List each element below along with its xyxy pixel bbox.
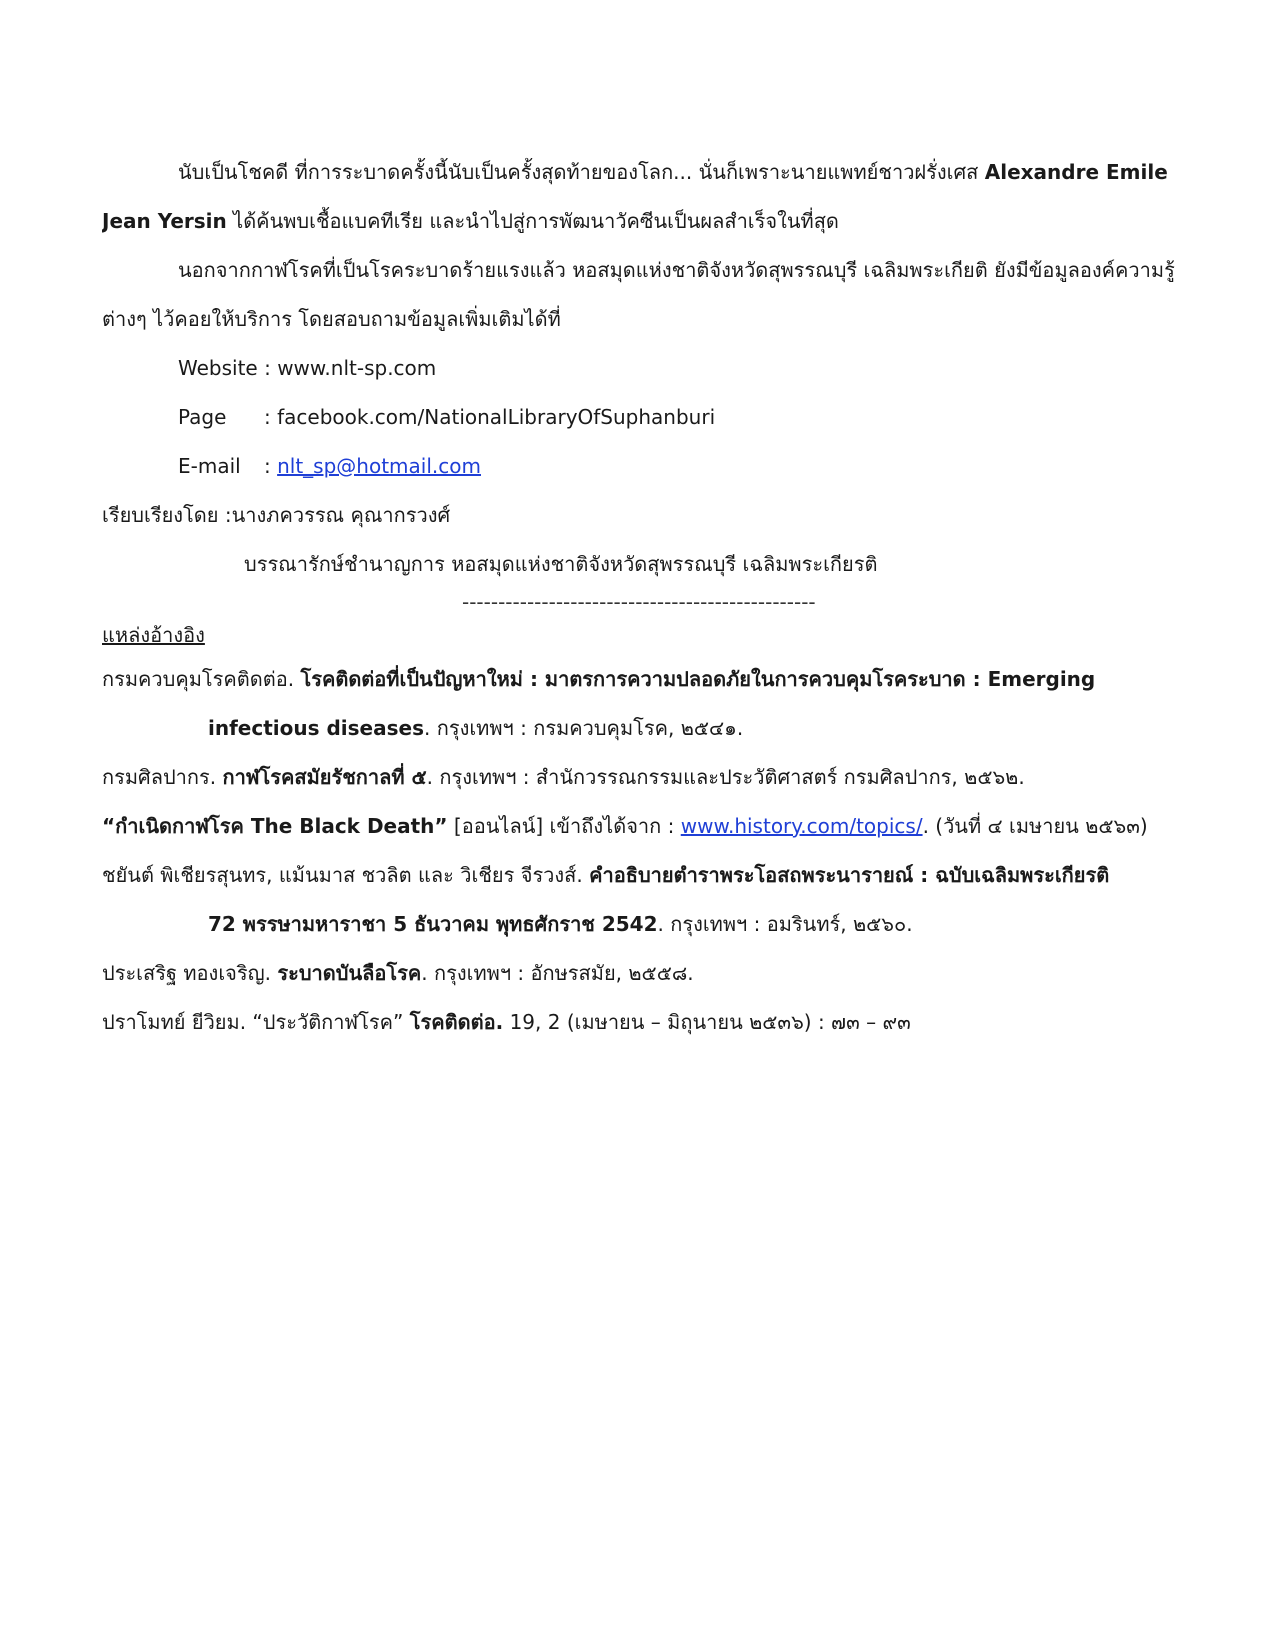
text: . กรุงเทพฯ : สำนักวรรณกรรมและประวัติศาสตร์ กรมศิลปากร, ๒๕๖๒.: [426, 765, 1025, 789]
paragraph-2-line-1: นอกจากกาฬโรคที่เป็นโรคระบาดร้ายแรงแล้ว หอสมุดแห่งชาติจังหวัดสุพรรณบุรี เฉลิมพระเกียติ ยังมีข้อมูลองค์ความรู้: [178, 258, 1175, 282]
text-bold: ระบาดบันลือโรค: [277, 961, 422, 985]
reference-4-line-2: [102, 900, 1187, 949]
compiler-name: นางภควรรณ คุณากรวงศ์: [231, 503, 451, 527]
text: 19, 2 (เมษายน – มิถุนายน ๒๕๓๖) : ๗๓ – ๙๓: [503, 1010, 911, 1034]
website-label: Website: [178, 356, 258, 380]
compiler-label: เรียบเรียงโดย :: [102, 503, 232, 527]
text: ปราโมทย์ ยีวิยม. “ประวัติกาฬโรค”: [102, 1010, 410, 1034]
reference-2: [102, 753, 1187, 802]
page-label: Page: [178, 405, 227, 429]
reference-6: [102, 998, 1187, 1047]
email-separator: :: [264, 454, 278, 478]
text-bold: “กำเนิดกาฬโรค The Black Death”: [102, 814, 448, 838]
text: . กรุงเทพฯ : อมรินทร์, ๒๕๖๐.: [657, 912, 913, 936]
text-bold: โรคติดต่อ.: [409, 1010, 504, 1034]
email-label: E-mail: [178, 454, 241, 478]
text: กรมควบคุมโรคติดต่อ.: [102, 667, 301, 691]
website-value: : www.nlt-sp.com: [257, 356, 437, 380]
paragraph-1-line-2: [102, 197, 1187, 246]
page-value: : facebook.com/NationalLibraryOfSuphanburi: [264, 405, 716, 429]
text: กรมศิลปากร.: [102, 765, 223, 789]
history-link[interactable]: www.history.com/topics/: [680, 814, 923, 838]
paragraph-1-line-1: [102, 148, 1187, 197]
text: ได้ค้นพบเชื้อแบคทีเรีย และนำไปสู่การพัฒนาวัคซีนเป็นผลสำเร็จในที่สุด: [226, 209, 839, 233]
text-bold: Jean Yersin: [102, 209, 227, 233]
reference-4-line-1: [102, 851, 1187, 900]
text-bold: กาฬโรคสมัยรัชกาลที่ ๕: [222, 765, 427, 789]
contact-website: [102, 344, 1187, 393]
document-page: [102, 148, 1187, 1047]
compiler-position: บรรณารักษ์ชำนาญการ หอสมุดแห่งชาติจังหวัดสุพรรณบุรี เฉลิมพระเกียรติ: [244, 552, 878, 576]
text: . กรุงเทพฯ : กรมควบคุมโรค, ๒๕๔๑.: [424, 716, 744, 740]
text: . (วันที่ ๔ เมษายน ๒๕๖๓): [922, 814, 1148, 838]
text: ประเสริฐ ทองเจริญ.: [102, 961, 278, 985]
reference-1-line-2: [102, 704, 1187, 753]
text-bold: Alexandre Emile: [984, 160, 1168, 184]
reference-3: [102, 802, 1187, 851]
text-bold: infectious diseases: [208, 716, 424, 740]
email-link[interactable]: nlt_sp@hotmail.com: [277, 454, 481, 478]
compiler-line: [102, 491, 1187, 540]
contact-page: [102, 393, 1187, 442]
paragraph-2-line-2: ต่างๆ ไว้คอยให้บริการ โดยสอบถามข้อมูลเพิ่มเติมได้ที่: [102, 307, 561, 331]
reference-5: [102, 949, 1187, 998]
text-bold: คำอธิบายตำราพระโอสถพระนารายณ์ : ฉบับเฉลิมพระเกียรติ: [589, 863, 1110, 887]
divider-line: -------------------------------------------------: [462, 590, 816, 614]
text: ชยันต์ พิเชียรสุนทร, แม้นมาส ชวลิต และ วิเชียร จีรวงส์.: [102, 863, 590, 887]
references-heading-text: แหล่งอ้างอิง: [102, 623, 205, 647]
references-heading: [102, 615, 1187, 655]
reference-1-line-1: [102, 655, 1187, 704]
contact-email: [102, 442, 1187, 491]
text: . กรุงเทพฯ : อักษรสมัย, ๒๕๕๘.: [421, 961, 694, 985]
text-bold: โรคติดต่อที่เป็นปัญหาใหม่ : มาตรการความปลอดภัยในการควบคุมโรคระบาด : Emerging: [300, 667, 1096, 691]
text-bold: 72 พรรษามหาราชา 5 ธันวาคม พุทธศักราช 2542: [208, 912, 658, 936]
text: [ออนไลน์] เข้าถึงได้จาก :: [447, 814, 681, 838]
text: นับเป็นโชคดี ที่การระบาดครั้งนี้นับเป็นครั้งสุดท้ายของโลก... นั่นก็เพราะนายแพทย์ชาวฝรั่งเศส: [178, 160, 985, 184]
